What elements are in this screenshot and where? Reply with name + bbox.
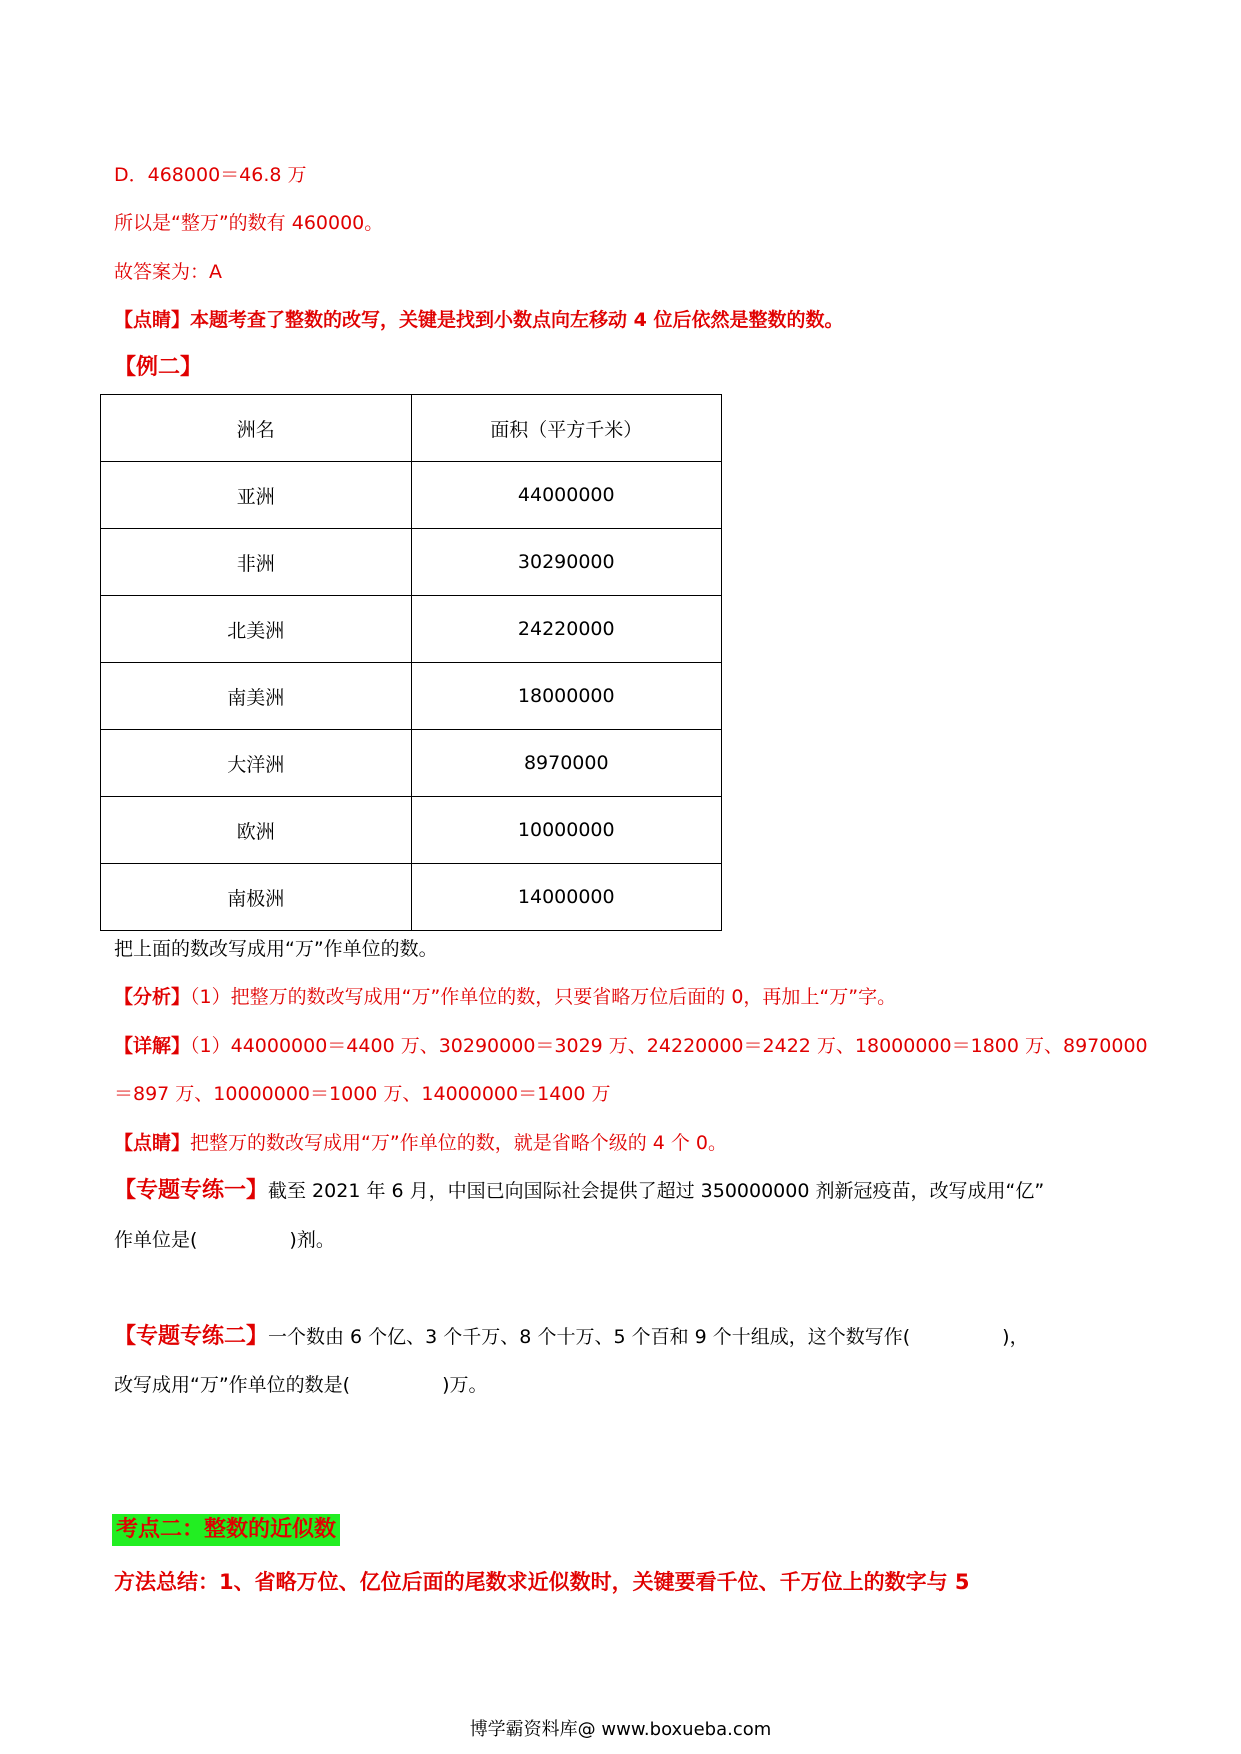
practice1-text-1: 截至 2021 年 6 月，中国已向国际社会提供了超过 350000000 剂新冠疫苗，改写成用“亿” [268, 1180, 1045, 1202]
continent-cell: 非洲 [101, 529, 412, 596]
section-heading: 考点二：整数的近似数 [112, 1514, 340, 1546]
area-cell: 30290000 [411, 529, 722, 596]
analysis-text: （1）把整万的数改写成用“万”作单位的数，只要省略万位后面的 0，再加上“万”字。 [190, 986, 897, 1008]
answer-line: 故答案为：A [114, 261, 222, 283]
continent-cell: 欧洲 [101, 797, 412, 864]
practice2-text-2b: )万。 [442, 1374, 488, 1396]
area-cell: 18000000 [411, 663, 722, 730]
detail-line-1 [114, 1031, 1148, 1061]
analysis-line [114, 982, 896, 1012]
area-cell: 24220000 [411, 596, 722, 663]
area-cell: 44000000 [411, 462, 722, 529]
table-row [101, 529, 722, 596]
table-header-row [101, 395, 722, 462]
table-row [101, 462, 722, 529]
header-area: 面积（平方千米） [411, 395, 722, 462]
continent-cell: 亚洲 [101, 462, 412, 529]
analysis-label: 【分析】 [114, 986, 191, 1008]
practice1-text-2a: 作单位是( [114, 1229, 198, 1251]
question-line: 把上面的数改写成用“万”作单位的数。 [114, 938, 438, 960]
point2-line [114, 1128, 727, 1158]
practice1-line-2 [114, 1225, 335, 1255]
practice2-line-1 [114, 1322, 1029, 1352]
table-row [101, 864, 722, 931]
table-row [101, 596, 722, 663]
header-continent: 洲名 [101, 395, 412, 462]
continent-cell: 北美洲 [101, 596, 412, 663]
conclusion-line: 所以是“整万”的数有 460000。 [114, 212, 384, 234]
continent-area-table [100, 394, 722, 931]
table-row [101, 730, 722, 797]
area-cell: 10000000 [411, 797, 722, 864]
practice1-line-1 [114, 1176, 1044, 1206]
point2-label: 【点睛】 [114, 1132, 191, 1154]
continent-cell: 大洋洲 [101, 730, 412, 797]
option-d-line: D．468000＝46.8 万 [114, 164, 307, 186]
point-label: 【点睛】 [114, 309, 191, 331]
continent-cell: 南美洲 [101, 663, 412, 730]
practice2-text-2a: 改写成用“万”作单位的数是( [114, 1374, 351, 1396]
detail-text-1: （1）44000000＝4400 万、30290000＝3029 万、24220000＝2422 万、18000000＝1800 万、8970000 [190, 1035, 1148, 1057]
point2-text: 把整万的数改写成用“万”作单位的数，就是省略个级的 4 个 0。 [190, 1132, 727, 1154]
practice2-line-2 [114, 1370, 488, 1400]
point-line [114, 305, 843, 335]
practice2-text-1a: 一个数由 6 个亿、3 个千万、8 个十万、5 个百和 9 个十组成，这个数写作( [268, 1326, 911, 1348]
practice2-text-1b: )， [1002, 1326, 1029, 1348]
method-summary: 方法总结：1、省略万位、亿位后面的尾数求近似数时，关键要看千位、千万位上的数字与 5 [114, 1570, 970, 1594]
detail-label: 【详解】 [114, 1035, 191, 1057]
practice1-text-2b: )剂。 [289, 1229, 335, 1251]
continent-cell: 南极洲 [101, 864, 412, 931]
table-row [101, 797, 722, 864]
point-text: 本题考查了整数的改写，关键是找到小数点向左移动 4 位后依然是整数的数。 [190, 309, 844, 331]
area-cell: 8970000 [411, 730, 722, 797]
area-cell: 14000000 [411, 864, 722, 931]
practice1-label: 【专题专练一】 [114, 1178, 269, 1203]
table-row [101, 663, 722, 730]
practice2-label: 【专题专练二】 [114, 1324, 269, 1349]
example-two-title: 【例二】 [114, 355, 203, 380]
detail-line-2: ＝897 万、10000000＝1000 万、14000000＝1400 万 [114, 1083, 611, 1105]
page-footer: 博学霸资料库@ www.boxueba.com [469, 1719, 772, 1740]
